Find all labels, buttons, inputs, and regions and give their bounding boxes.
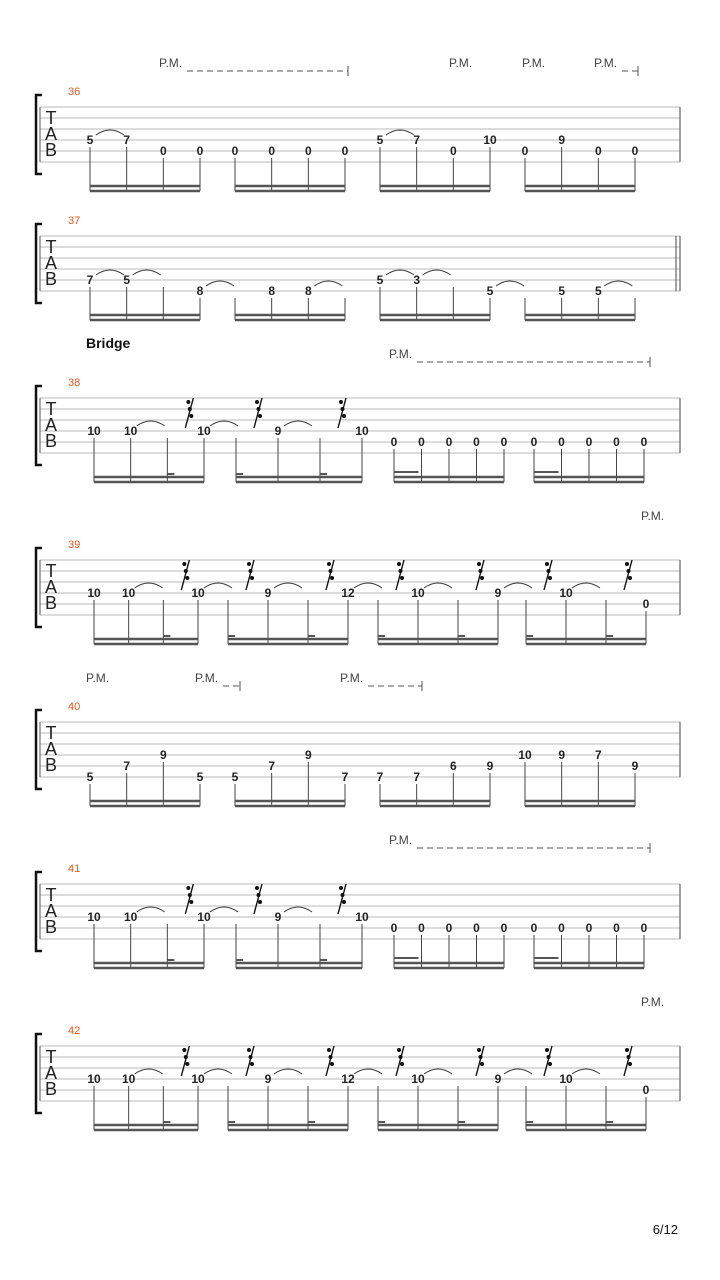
tie-arc [96, 270, 124, 275]
fret-number: 9 [159, 748, 167, 762]
fret-number: 7 [86, 273, 94, 287]
beat-group [87, 398, 238, 482]
fret-number: 10 [483, 133, 497, 147]
fret-number: 5 [376, 273, 384, 287]
tab-clef-letter: B [44, 917, 58, 937]
tie-arc [274, 1069, 302, 1074]
palm-mute-label: P.M. [340, 671, 364, 685]
fret-number: 9 [274, 910, 282, 924]
fret-number: 7 [413, 133, 421, 147]
tie-arc [96, 130, 124, 135]
fret-number: 7 [268, 759, 276, 773]
fret-number: 10 [559, 586, 573, 600]
tab-clef-letter: A [44, 901, 58, 921]
fret-number: 5 [86, 770, 94, 784]
fret-number: 10 [87, 586, 101, 600]
tie-arc [354, 1069, 382, 1074]
tie-arc [604, 281, 632, 286]
tab-clef-letter: B [44, 1079, 58, 1099]
tie-arc [284, 421, 312, 426]
tab-system [36, 215, 680, 320]
beat-group [377, 270, 524, 320]
rest-symbol [476, 560, 484, 590]
fret-number: 10 [87, 424, 101, 438]
fret-number: 0 [418, 435, 425, 449]
tab-clef-letter: A [44, 124, 58, 144]
measure-number: 36 [68, 86, 81, 98]
tab-system [36, 56, 680, 191]
fret-number: 0 [640, 921, 648, 935]
fret-number: 9 [304, 748, 312, 762]
tab-systems [36, 56, 680, 1130]
fret-number: 10 [197, 910, 211, 924]
fret-number: 8 [196, 284, 204, 298]
palm-mute-label: P.M. [86, 671, 110, 685]
fret-number: 0 [390, 921, 398, 935]
fret-number: 9 [558, 748, 566, 762]
rest-symbol [254, 398, 262, 428]
rest-symbol [185, 884, 193, 914]
fret-number: 0 [585, 435, 593, 449]
tie-arc [572, 583, 600, 588]
palm-mute-label: P.M. [389, 833, 413, 847]
fret-number: 5 [376, 133, 384, 147]
fret-number: 7 [413, 770, 421, 784]
tie-arc [204, 583, 232, 588]
rest-symbol [338, 398, 346, 428]
fret-number: 0 [558, 435, 565, 449]
fret-number: 5 [486, 284, 494, 298]
fret-number: 0 [268, 144, 276, 158]
tie-arc [137, 907, 165, 912]
beat-group [526, 560, 650, 644]
fret-number: 0 [521, 144, 529, 158]
measure-number: 38 [68, 377, 81, 389]
fret-number: 0 [613, 435, 620, 449]
fret-number: 0 [473, 435, 480, 449]
tab-clef-letter: B [44, 431, 58, 451]
tab-system [36, 833, 680, 968]
tie-arc [210, 907, 238, 912]
rest-symbol [185, 398, 193, 428]
fret-number: 9 [274, 424, 282, 438]
fret-number: 0 [231, 144, 239, 158]
fret-number: 0 [530, 435, 538, 449]
fret-number: 7 [341, 770, 349, 784]
beat-group [377, 130, 497, 191]
tie-arc [504, 583, 532, 588]
rest-symbol [544, 1046, 552, 1076]
rest-symbol [326, 1046, 334, 1076]
fret-number: 10 [191, 1072, 205, 1086]
tab-clef-letter: A [44, 577, 58, 597]
tie-arc [284, 907, 312, 912]
tie-arc [206, 281, 234, 286]
tie-arc [386, 270, 414, 275]
palm-mute-label: P.M. [449, 56, 473, 70]
fret-number: 5 [558, 284, 566, 298]
fret-number: 0 [473, 921, 480, 935]
fret-number: 0 [341, 144, 349, 158]
tab-clef-letter: T [45, 723, 57, 743]
fret-number: 9 [631, 759, 639, 773]
fret-number: 10 [197, 424, 211, 438]
beat-group [236, 398, 369, 482]
tab-clef-letter: A [44, 1063, 58, 1083]
tab-clef-letter: B [44, 269, 58, 289]
tie-arc [572, 1069, 600, 1074]
measure-number: 41 [68, 863, 81, 875]
rest-symbol [476, 1046, 484, 1076]
tab-clef-letter: A [44, 253, 58, 273]
fret-number: 0 [500, 435, 508, 449]
fret-number: 8 [268, 284, 276, 298]
palm-mute-label: P.M. [594, 56, 618, 70]
beat-group [87, 130, 204, 191]
fret-number: 7 [594, 748, 602, 762]
beat-group [228, 1046, 382, 1130]
beat-group [235, 281, 345, 320]
fret-number: 10 [559, 1072, 573, 1086]
beat-group [525, 281, 635, 320]
tab-clef-letter: T [45, 885, 57, 905]
fret-number: 5 [196, 770, 204, 784]
beat-group [87, 560, 232, 644]
tab-system [36, 335, 680, 482]
tie-arc [423, 270, 451, 275]
rest-symbol [624, 560, 632, 590]
rest-symbol [326, 560, 334, 590]
fret-number: 9 [264, 1072, 272, 1086]
palm-mute-label: P.M. [641, 509, 665, 523]
fret-number: 7 [376, 770, 384, 784]
page-number: 6/12 [652, 1222, 678, 1237]
fret-number: 0 [594, 144, 602, 158]
tie-arc [210, 421, 238, 426]
tab-clef-letter: T [45, 237, 57, 257]
tie-arc [133, 270, 161, 275]
fret-number: 0 [530, 921, 538, 935]
fret-number: 10 [411, 1072, 425, 1086]
fret-number: 0 [640, 435, 648, 449]
fret-number: 0 [558, 921, 565, 935]
tab-system [36, 671, 680, 806]
fret-number: 9 [486, 759, 494, 773]
fret-number: 10 [121, 1072, 136, 1086]
fret-number: 9 [264, 586, 272, 600]
beat-group [236, 884, 369, 968]
fret-number: 0 [642, 597, 650, 611]
fret-number: 6 [449, 759, 457, 773]
rest-symbol [246, 1046, 254, 1076]
fret-number: 10 [123, 424, 138, 438]
fret-number: 0 [445, 921, 453, 935]
beat-group [378, 1046, 532, 1130]
palm-mute-label: P.M. [389, 347, 413, 361]
fret-number: 9 [494, 1072, 502, 1086]
rest-symbol [246, 560, 254, 590]
tab-clef-letter: T [45, 1047, 57, 1067]
rest-symbol [624, 1046, 632, 1076]
fret-number: 9 [494, 586, 502, 600]
measure-number: 40 [68, 701, 81, 713]
tie-arc [504, 1069, 532, 1074]
fret-number: 0 [304, 144, 312, 158]
fret-number: 7 [123, 759, 131, 773]
fret-number: 10 [518, 748, 532, 762]
palm-mute-label: P.M. [522, 56, 546, 70]
fret-number: 9 [558, 133, 566, 147]
beat-group [228, 560, 382, 644]
fret-number: 0 [449, 144, 457, 158]
tie-arc [135, 1069, 163, 1074]
tie-arc [204, 1069, 232, 1074]
tab-clef-letter: B [44, 755, 58, 775]
fret-number: 3 [413, 273, 421, 287]
beat-group [87, 884, 238, 968]
tab-clef-letter: T [45, 399, 57, 419]
palm-mute-label: P.M. [159, 56, 183, 70]
rest-symbol [396, 1046, 404, 1076]
rest-symbol [181, 560, 189, 590]
fret-number: 12 [341, 586, 355, 600]
fret-number: 0 [418, 921, 425, 935]
tie-arc [135, 583, 163, 588]
rest-symbol [254, 884, 262, 914]
fret-number: 12 [341, 1072, 355, 1086]
tie-arc [137, 421, 165, 426]
tie-arc [496, 281, 524, 286]
fret-number: 10 [87, 910, 101, 924]
tab-clef-letter: A [44, 739, 58, 759]
tab-system [36, 995, 680, 1130]
tab-clef-letter: A [44, 415, 58, 435]
fret-number: 10 [87, 1072, 101, 1086]
tie-arc [424, 583, 452, 588]
fret-number: 0 [390, 435, 398, 449]
fret-number: 0 [631, 144, 639, 158]
measure-number: 39 [68, 539, 81, 551]
rest-symbol [396, 560, 404, 590]
tie-arc [314, 281, 342, 286]
fret-number: 10 [123, 910, 138, 924]
fret-number: 8 [304, 284, 312, 298]
fret-number: 10 [411, 586, 425, 600]
rest-symbol [181, 1046, 189, 1076]
fret-number: 0 [500, 921, 508, 935]
rest-symbol [544, 560, 552, 590]
beat-group [87, 1046, 232, 1130]
fret-number: 0 [196, 144, 204, 158]
measure-number: 37 [68, 215, 81, 227]
section-label: Bridge [86, 335, 131, 351]
palm-mute-label: P.M. [195, 671, 219, 685]
fret-number: 0 [445, 435, 453, 449]
fret-number: 10 [191, 586, 205, 600]
beat-group [87, 270, 234, 320]
fret-number: 0 [159, 144, 167, 158]
tie-arc [274, 583, 302, 588]
fret-number: 5 [123, 273, 131, 287]
beat-group [526, 1046, 650, 1130]
tab-clef-letter: B [44, 593, 58, 613]
measure-number: 42 [68, 1025, 81, 1037]
fret-number: 10 [355, 424, 369, 438]
fret-number: 7 [123, 133, 131, 147]
tab-clef-letter: T [45, 561, 57, 581]
beat-group [378, 560, 532, 644]
tab-clef-letter: B [44, 140, 58, 160]
fret-number: 5 [231, 770, 239, 784]
rest-symbol [338, 884, 346, 914]
fret-number: 0 [642, 1083, 650, 1097]
fret-number: 0 [585, 921, 593, 935]
tab-system [36, 509, 680, 644]
fret-number: 10 [121, 586, 136, 600]
fret-number: 0 [613, 921, 620, 935]
tie-arc [354, 583, 382, 588]
fret-number: 5 [594, 284, 602, 298]
fret-number: 5 [86, 133, 94, 147]
tie-arc [386, 130, 414, 135]
tab-clef-letter: T [45, 108, 57, 128]
tie-arc [424, 1069, 452, 1074]
fret-number: 10 [355, 910, 369, 924]
palm-mute-label: P.M. [641, 995, 665, 1009]
